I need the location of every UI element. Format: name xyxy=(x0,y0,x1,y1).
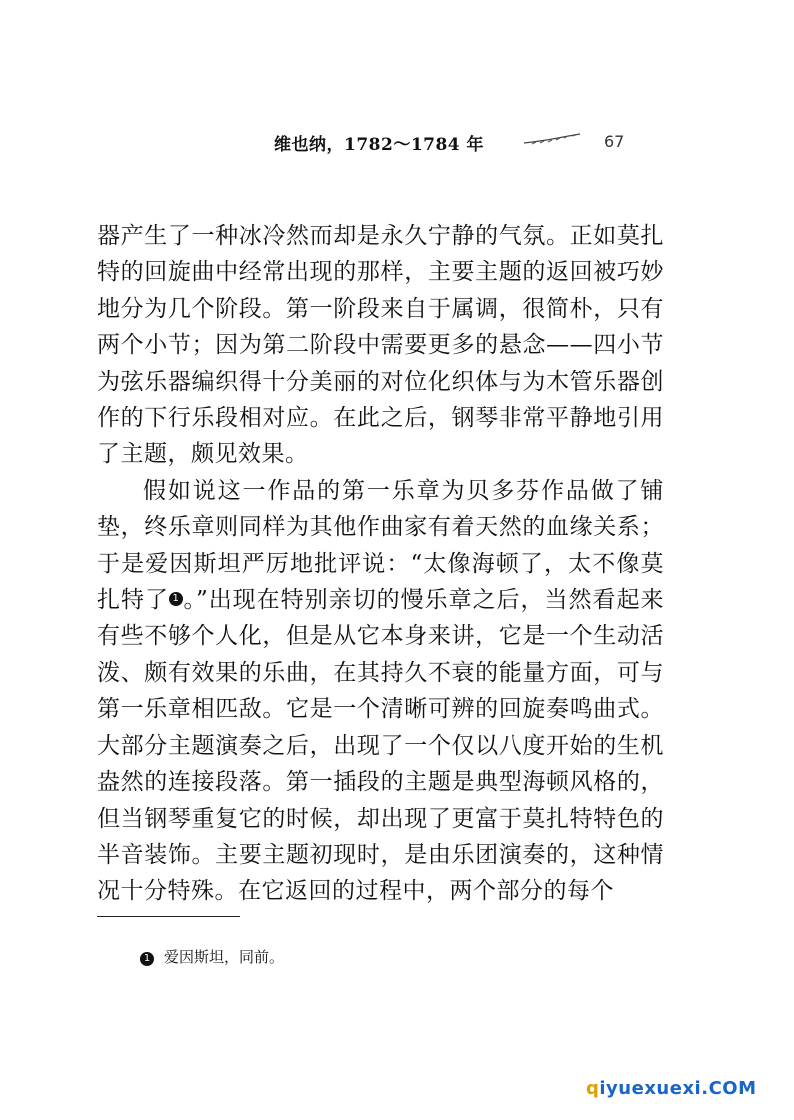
footnote-marker: 1 xyxy=(140,952,154,966)
watermark-text: iyuexuexi.COM xyxy=(599,1078,757,1099)
paragraph-2-text-before-note: 假如说这一作品的第一乐章为贝多芬作品做了铺垫，终乐章则同样为其他作曲家有着天然的血缘关系；于是爱因斯坦严厉地批评说：“太像海顿了，太不像莫扎特了 xyxy=(97,477,664,614)
footnote-divider xyxy=(97,916,240,917)
watermark-accent-letter: q xyxy=(586,1078,600,1099)
paragraph-2 xyxy=(97,473,664,910)
chapter-title: 维也纳，1782～1784 年 xyxy=(274,135,485,155)
footnote-reference-marker[interactable]: 1 xyxy=(169,592,183,606)
running-header xyxy=(0,130,794,160)
paragraph-2-text-after-note: 。”出现在特别亲切的慢乐章之后，当然看起来有些不够个人化，但是从它本身来讲，它是一个生动活泼、颇有效果的乐曲，在其持久不衰的能量方面，可与第一乐章相匹敌。它是一个清晰可辨的回旋奏鸣曲式。大部分主题演奏之后，出现了一个仅以八度开始的生机盎然的连接段落。第一插段的主题是典型海顿风格的，但当钢琴重复它的时候，却出现了更富于莫扎特特色的半音装饰。主要主题初现时，是由乐团演奏的，这种情况十分特殊。在它返回的过程中，两个部分的每个 xyxy=(97,587,664,905)
site-watermark xyxy=(586,1078,757,1099)
page-number: 67 xyxy=(604,132,625,151)
footnote xyxy=(140,946,284,967)
paragraph-1: 器产生了一种冰冷然而却是永久宁静的气氛。正如莫扎特的回旋曲中经常出现的那样，主要主题的返回被巧妙地分为几个阶段。第一阶段来自于属调，很简朴，只有两个小节；因为第二阶段中需要更多的悬念——四小节为弦乐器编织得十分美丽的对位化织体与为木管乐器创作的下行乐段相对应。在此之后，钢琴非常平静地引用了主题，颇见效果。 xyxy=(97,223,664,468)
body-text xyxy=(97,218,664,910)
header-ornament-icon xyxy=(522,132,582,146)
footnote-text: 爱因斯坦，同前。 xyxy=(164,948,285,966)
